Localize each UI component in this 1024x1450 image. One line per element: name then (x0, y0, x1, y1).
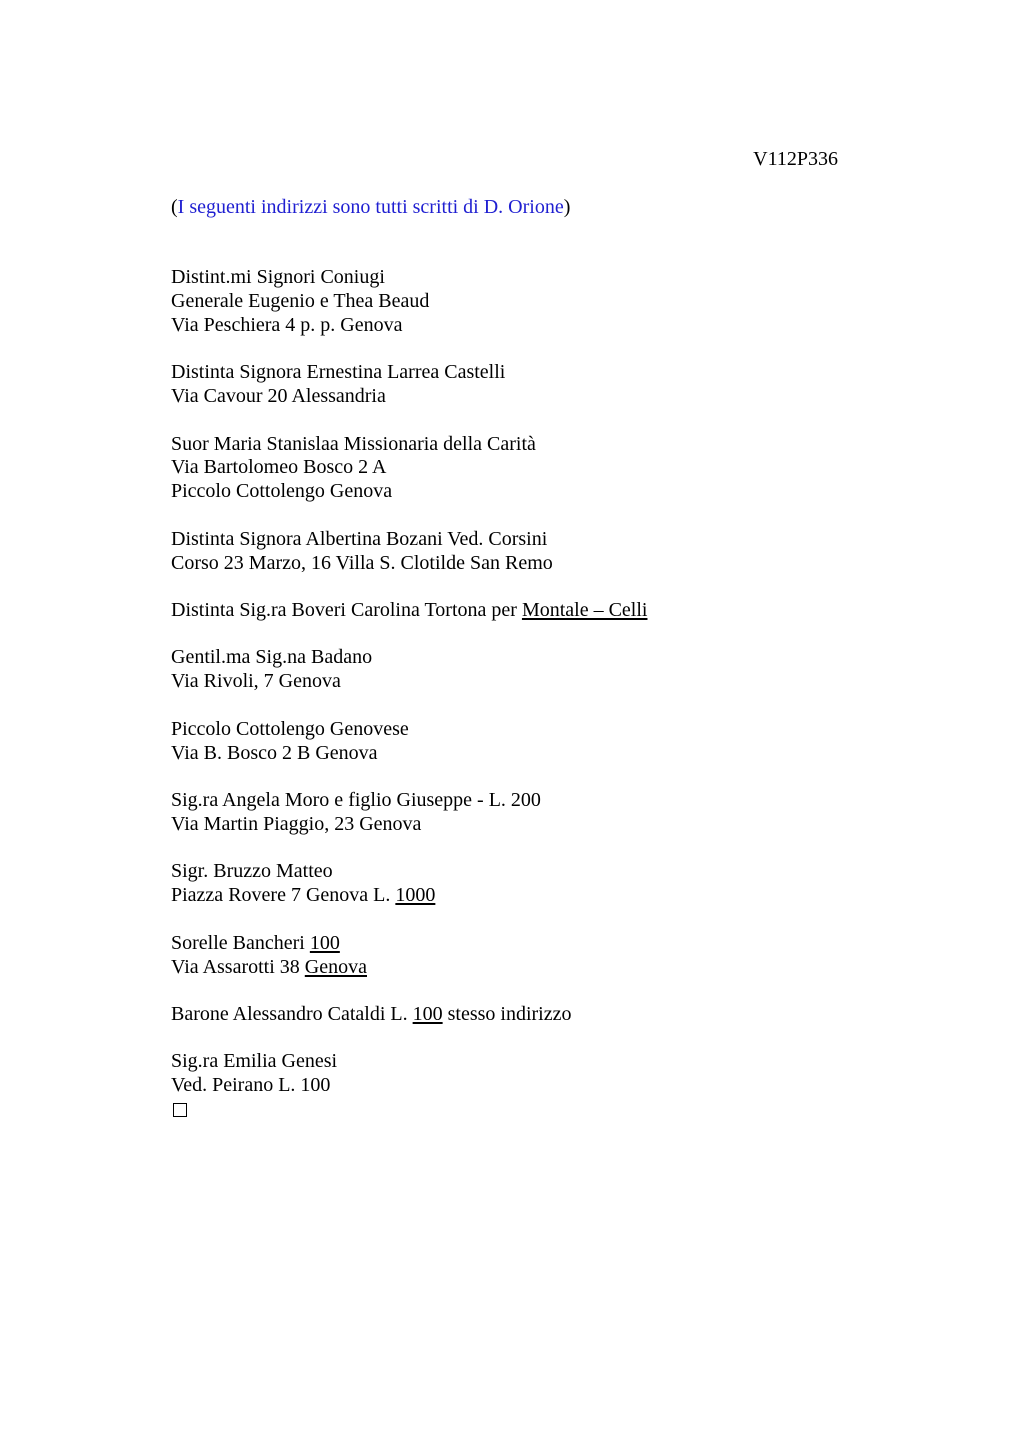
address-entry (171, 1050, 871, 1117)
address-list (171, 266, 871, 1141)
address-line: Distinta Signora Albertina Bozani Ved. Corsini (171, 527, 548, 550)
editorial-note (171, 195, 570, 219)
underlined-text: 1000 (395, 884, 436, 907)
line-text: Piazza Rovere 7 Genova L. (171, 884, 396, 907)
note-open-paren: ( (171, 196, 178, 218)
address-line: Piccolo Cottolengo Genovese (171, 717, 409, 740)
address-line: Distint.mi Signori Coniugi (171, 266, 385, 288)
address-line: Via Cavour 20 Alessandria (171, 385, 386, 408)
address-line: Sigr. Bruzzo Matteo (171, 860, 333, 883)
address-line: Sig.ra Angela Moro e figlio Giuseppe - L. 200 (171, 789, 541, 812)
address-entry (171, 361, 871, 409)
address-entry (171, 860, 871, 908)
address-line (171, 884, 871, 908)
address-entry (171, 646, 871, 694)
address-entry (171, 932, 871, 980)
address-line: Suor Maria Stanislaa Missionaria della Carità (171, 432, 536, 455)
address-line: Gentil.ma Sig.na Badano (171, 646, 373, 669)
address-line: Corso 23 Marzo, 16 Villa S. Clotilde San Remo (171, 551, 553, 574)
page-reference: V112P336 (753, 148, 838, 170)
address-line (171, 956, 871, 980)
underlined-text: 100 (412, 1003, 443, 1026)
address-line: Via B. Bosco 2 B Genova (171, 741, 378, 764)
address-line (171, 599, 871, 623)
address-line: Via Rivoli, 7 Genova (171, 670, 341, 693)
address-entry (171, 718, 871, 766)
address-line (171, 932, 871, 956)
underlined-text: Montale – Celli (521, 599, 648, 622)
underlined-text: 100 (309, 931, 340, 954)
address-line: Ved. Peirano L. 100 (171, 1074, 331, 1097)
address-line: Sig.ra Emilia Genesi (171, 1050, 338, 1073)
note-text: I seguenti indirizzi sono tutti scritti di D. Orione (177, 196, 564, 218)
line-text: stesso indirizzo (442, 1003, 572, 1026)
address-entry (171, 433, 871, 505)
address-line: Via Martin Piaggio, 23 Genova (171, 813, 422, 835)
address-entry (171, 789, 871, 837)
note-close-paren: ) (563, 196, 571, 218)
address-entry (171, 599, 871, 623)
address-line: Via Bartolomeo Bosco 2 A (171, 456, 387, 479)
underlined-text: Genova (304, 955, 367, 978)
line-text: Barone Alessandro Cataldi L. (171, 1003, 413, 1026)
line-text: Distinta Sig.ra Boveri Carolina Tortona per (171, 599, 522, 622)
address-line (171, 1003, 871, 1027)
address-line: Distinta Signora Ernestina Larrea Castelli (171, 361, 506, 384)
address-line: Piccolo Cottolengo Genova (171, 480, 393, 503)
empty-checkbox-icon (173, 1103, 187, 1117)
address-line: Via Peschiera 4 p. p. Genova (171, 313, 403, 336)
line-text: Via Assarotti 38 (171, 955, 305, 978)
line-text: Sorelle Bancheri (171, 931, 310, 954)
address-entry (171, 1003, 871, 1027)
address-entry (171, 266, 871, 338)
address-entry (171, 528, 871, 576)
address-line: Generale Eugenio e Thea Beaud (171, 289, 430, 312)
